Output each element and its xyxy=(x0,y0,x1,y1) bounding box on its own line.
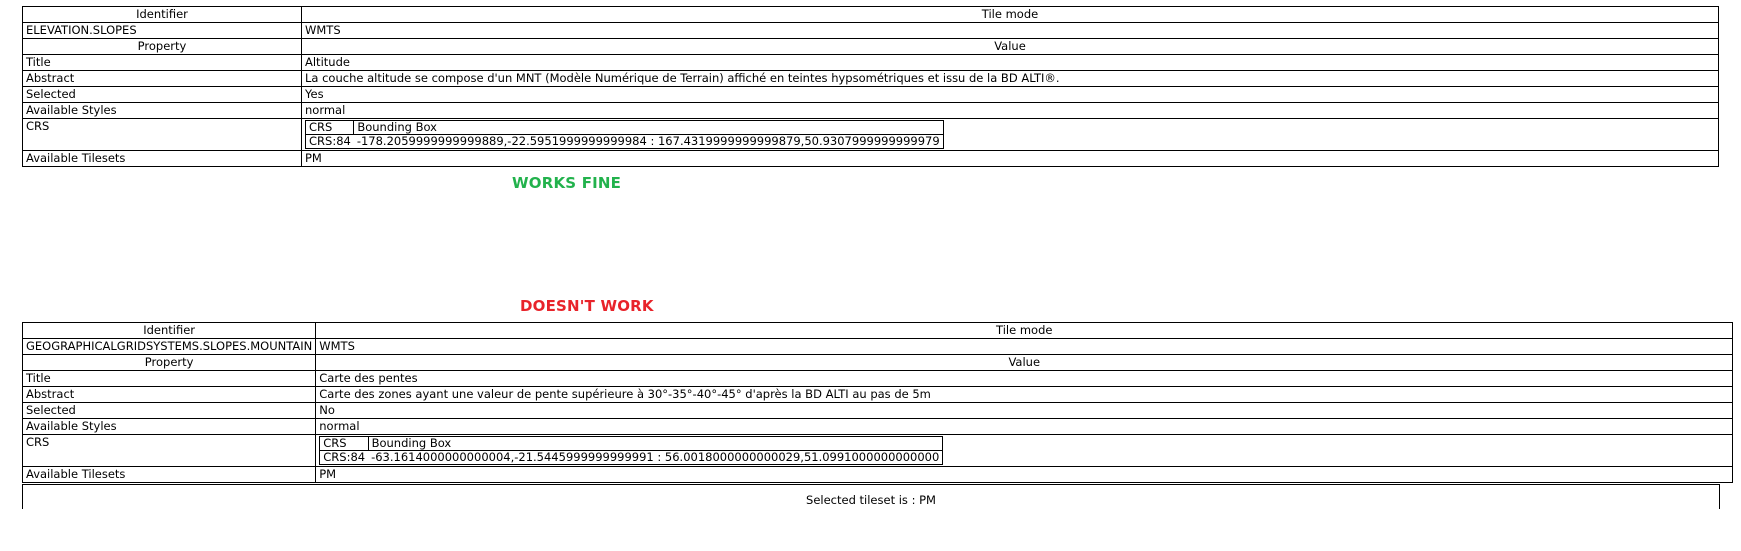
property-value: Altitude xyxy=(302,55,1719,71)
table-row xyxy=(23,7,1719,23)
value-header: Value xyxy=(302,39,1719,55)
property-value: No xyxy=(316,403,1733,419)
identifier-value: GEOGRAPHICALGRIDSYSTEMS.SLOPES.MOUNTAIN xyxy=(23,339,316,355)
tile-mode-header: Tile mode xyxy=(316,323,1733,339)
property-value: Carte des zones ayant une valeur de pente supérieure à 30°-35°-40°-45° d'après la BD ALTI au pas de 5m xyxy=(316,387,1733,403)
property-name: Abstract xyxy=(23,387,316,403)
value-header: Value xyxy=(316,355,1733,371)
property-value: normal xyxy=(302,103,1719,119)
tile-mode-value: WMTS xyxy=(302,23,1719,39)
table-row xyxy=(23,371,1733,387)
property-value: Carte des pentes xyxy=(316,371,1733,387)
table-row xyxy=(23,71,1719,87)
property-value: PM xyxy=(316,467,1733,483)
crs-bbox-cell xyxy=(302,119,1719,151)
property-name: Abstract xyxy=(23,71,302,87)
tile-mode-value: WMTS xyxy=(316,339,1733,355)
identifier-header: Identifier xyxy=(23,7,302,23)
property-name: Available Styles xyxy=(23,419,316,435)
crs-bbox-cell xyxy=(316,435,1733,467)
property-name: Title xyxy=(23,371,316,387)
crs-value: CRS:84 xyxy=(306,135,354,149)
annotation-works-fine: WORKS FINE xyxy=(512,174,622,192)
table-row xyxy=(23,419,1733,435)
property-value: PM xyxy=(302,151,1719,167)
property-value: Yes xyxy=(302,87,1719,103)
crs-bounding-box-table xyxy=(305,120,944,149)
table-row-crs xyxy=(23,435,1733,467)
crs-column-header: CRS xyxy=(306,121,354,135)
crs-value: CRS:84 xyxy=(320,451,368,465)
property-name: Available Tilesets xyxy=(23,151,302,167)
bounding-box-value: -178.2059999999999889,-22.5951999999999984 : 167.4319999999999879,50.9307999999999979 xyxy=(354,135,943,149)
table-row xyxy=(23,355,1733,371)
table-row xyxy=(23,151,1719,167)
table-row xyxy=(23,87,1719,103)
property-name: CRS xyxy=(23,435,316,467)
property-name: Selected xyxy=(23,403,316,419)
table-row-crs xyxy=(23,119,1719,151)
crs-bounding-box-table xyxy=(319,436,943,465)
property-name: Available Tilesets xyxy=(23,467,316,483)
table-row xyxy=(23,23,1719,39)
layer-table-top xyxy=(22,6,1719,167)
selected-tileset-bar xyxy=(22,484,1720,509)
tile-mode-header: Tile mode xyxy=(302,7,1719,23)
layer-info-block-top xyxy=(22,6,1719,167)
identifier-value: ELEVATION.SLOPES xyxy=(23,23,302,39)
property-name: Available Styles xyxy=(23,103,302,119)
layer-table-bottom xyxy=(22,322,1733,483)
table-row xyxy=(23,403,1733,419)
property-header: Property xyxy=(23,39,302,55)
table-row xyxy=(23,387,1733,403)
property-name: Selected xyxy=(23,87,302,103)
table-row xyxy=(23,339,1733,355)
identifier-header: Identifier xyxy=(23,323,316,339)
bounding-box-column-header: Bounding Box xyxy=(368,437,943,451)
property-name: CRS xyxy=(23,119,302,151)
table-row xyxy=(23,55,1719,71)
property-value: normal xyxy=(316,419,1733,435)
crs-column-header: CRS xyxy=(320,437,368,451)
layer-info-block-bottom xyxy=(22,322,1733,483)
table-row xyxy=(306,121,944,135)
table-row xyxy=(23,323,1733,339)
selected-tileset-text: Selected tileset is : PM xyxy=(806,493,936,507)
property-value: La couche altitude se compose d'un MNT (Modèle Numérique de Terrain) affiché en teintes hypsométriques et issu de la BD ALTI®. xyxy=(302,71,1719,87)
bounding-box-value: -63.1614000000000004,-21.5445999999999991 : 56.0018000000000029,51.0991000000000000 xyxy=(368,451,943,465)
annotation-doesnt-work: DOESN'T WORK xyxy=(520,297,654,315)
table-row xyxy=(320,437,943,451)
property-name: Title xyxy=(23,55,302,71)
bounding-box-column-header: Bounding Box xyxy=(354,121,943,135)
table-row xyxy=(23,103,1719,119)
property-header: Property xyxy=(23,355,316,371)
table-row xyxy=(23,39,1719,55)
table-row xyxy=(320,451,943,465)
table-row xyxy=(23,467,1733,483)
table-row xyxy=(306,135,944,149)
